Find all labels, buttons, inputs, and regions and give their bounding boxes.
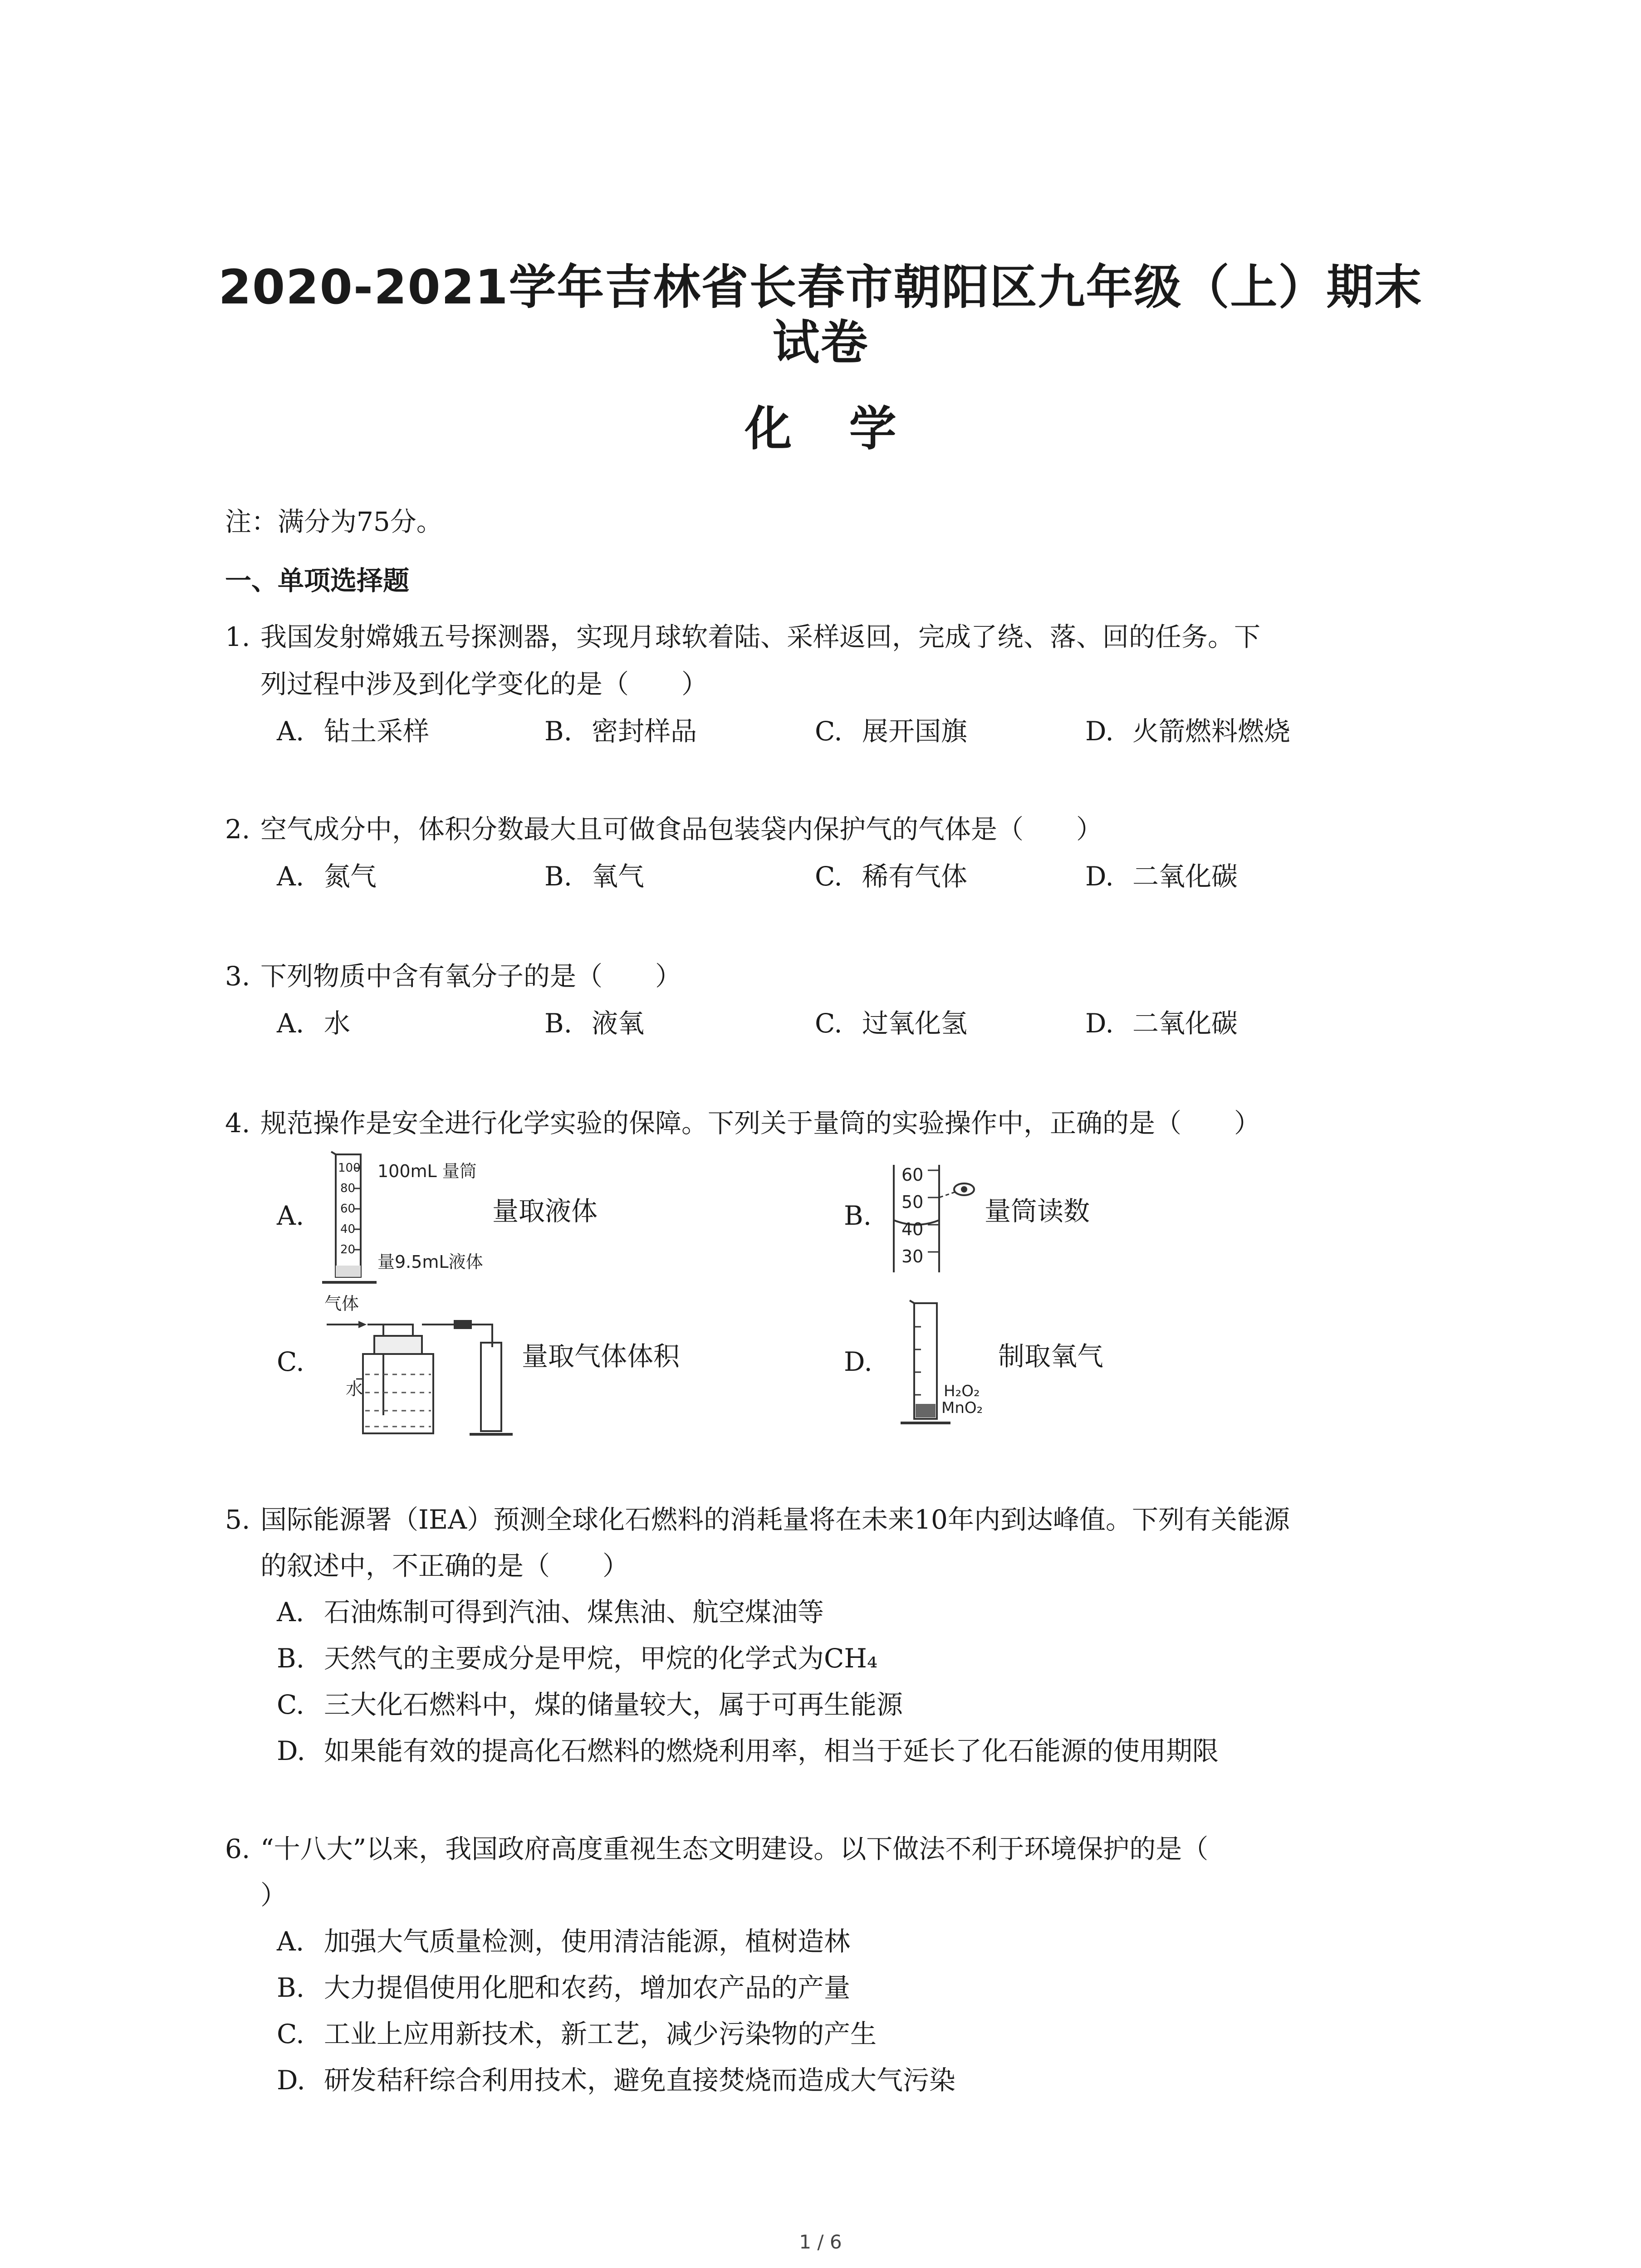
q4-option-c-key: C.: [277, 1346, 304, 1377]
q4-a-tick-40: 40: [340, 1222, 356, 1236]
q4-a-volume-label: 量9.5mL液体: [377, 1252, 483, 1272]
q4-b-tick-60: 60: [901, 1165, 924, 1185]
q2-option-b: B. 氧气: [544, 861, 645, 892]
question-5-stem-cont: 的叙述中，不正确的是（ ）: [260, 1550, 629, 1581]
q4-a-tick-100: 100: [338, 1161, 361, 1175]
score-note: 注：满分为75分。: [225, 506, 443, 537]
q5-option-b: B. 天然气的主要成分是甲烷，甲烷的化学式为CH₄: [277, 1643, 878, 1674]
q5-option-c: C. 三大化石燃料中，煤的储量较大，属于可再生能源: [277, 1689, 903, 1720]
question-6-stem: 6. “十八大”以来，我国政府高度重视生态文明建设。以下做法不利于环境保护的是（: [225, 1833, 1209, 1864]
q4-b-tick-30: 30: [901, 1246, 924, 1266]
q4-option-b-text: 量筒读数: [985, 1196, 1090, 1227]
question-number: 1.: [225, 621, 250, 652]
q4-c-gas-figure: [327, 1311, 531, 1442]
q6-option-b: B. 大力提倡使用化肥和农药，增加农产品的产量: [277, 1972, 851, 2003]
q1-option-b: B. 密封样品: [544, 716, 697, 747]
question-3-stem: 3. 下列物质中含有氧分子的是（ ）: [225, 961, 682, 992]
q4-d-mno2-label: MnO₂: [941, 1399, 983, 1417]
q4-option-c-text: 量取气体体积: [522, 1341, 680, 1372]
section-heading: 一、单项选择题: [225, 565, 410, 596]
q5-option-a: A. 石油炼制可得到汽油、煤焦油、航空煤油等: [277, 1597, 824, 1628]
question-text: 我国发射嫦娥五号探测器，实现月球软着陆、采样返回，完成了绕、落、回的任务。下: [260, 621, 1261, 652]
q4-d-h2o2-label: H₂O₂: [944, 1382, 980, 1400]
q4-a-tick-20: 20: [340, 1243, 356, 1256]
q4-b-tick-40: 40: [901, 1219, 924, 1239]
q4-option-a-text: 量取液体: [492, 1196, 598, 1227]
q6-option-c: C. 工业上应用新技术，新工艺，减少污染物的产生: [277, 2019, 877, 2049]
q4-c-gas-label: 气体: [324, 1294, 359, 1314]
q3-option-c: C. 过氧化氢: [815, 1008, 968, 1039]
question-2-stem: 2. 空气成分中，体积分数最大且可做食品包装袋内保护气的气体是（ ）: [225, 814, 1103, 845]
page-number: 1 / 6: [799, 2231, 842, 2253]
q3-option-a: A. 水: [277, 1008, 351, 1039]
q3-option-b: B. 液氧: [544, 1008, 645, 1039]
q4-option-a-key: A.: [277, 1200, 304, 1231]
q1-option-a: A. 钻土采样: [277, 716, 430, 747]
q2-option-d: D. 二氧化碳: [1085, 861, 1238, 892]
question-6-stem-cont: ）: [260, 1880, 287, 1911]
q4-option-d-text: 制取氧气: [998, 1341, 1104, 1372]
q4-a-tick-80: 80: [340, 1182, 356, 1195]
q3-option-d: D. 二氧化碳: [1085, 1008, 1238, 1039]
exam-title-line1: 2020-2021学年吉林省长春市朝阳区九年级（上）期末: [218, 259, 1423, 315]
q4-option-b-key: B.: [844, 1200, 872, 1231]
q4-a-cylinder-label: 100mL 量筒: [377, 1161, 477, 1181]
q1-option-d: D. 火箭燃料燃烧: [1085, 716, 1291, 747]
q4-option-d-key: D.: [844, 1346, 872, 1377]
q6-option-d: D. 研发秸秆综合利用技术，避免直接焚烧而造成大气污染: [277, 2065, 956, 2096]
question-1-stem: [225, 613, 1450, 660]
q4-b-tick-50: 50: [901, 1192, 924, 1212]
question-1-stem-cont: 列过程中涉及到化学变化的是（ ）: [260, 669, 708, 699]
q2-option-a: A. 氮气: [277, 861, 377, 892]
q4-c-water-label: 水: [346, 1379, 363, 1399]
q5-option-d: D. 如果能有效的提高化石燃料的燃烧利用率，相当于延长了化石能源的使用期限: [277, 1735, 1219, 1766]
question-5-stem: 5. 国际能源署（IEA）预测全球化石燃料的消耗量将在未来10年内到达峰值。下列有关能源: [225, 1504, 1290, 1535]
q2-option-c: C. 稀有气体: [815, 861, 968, 892]
q6-option-a: A. 加强大气质量检测，使用清洁能源，植树造林: [277, 1926, 851, 1957]
q1-option-c: C. 展开国旗: [815, 716, 968, 747]
subject-title: 化 学: [745, 401, 896, 456]
exam-title-line2: 试卷: [772, 315, 869, 370]
q4-a-tick-60: 60: [340, 1202, 356, 1216]
question-4-stem: 4. 规范操作是安全进行化学实验的保障。下列关于量筒的实验操作中，正确的是（ ）: [225, 1108, 1261, 1139]
